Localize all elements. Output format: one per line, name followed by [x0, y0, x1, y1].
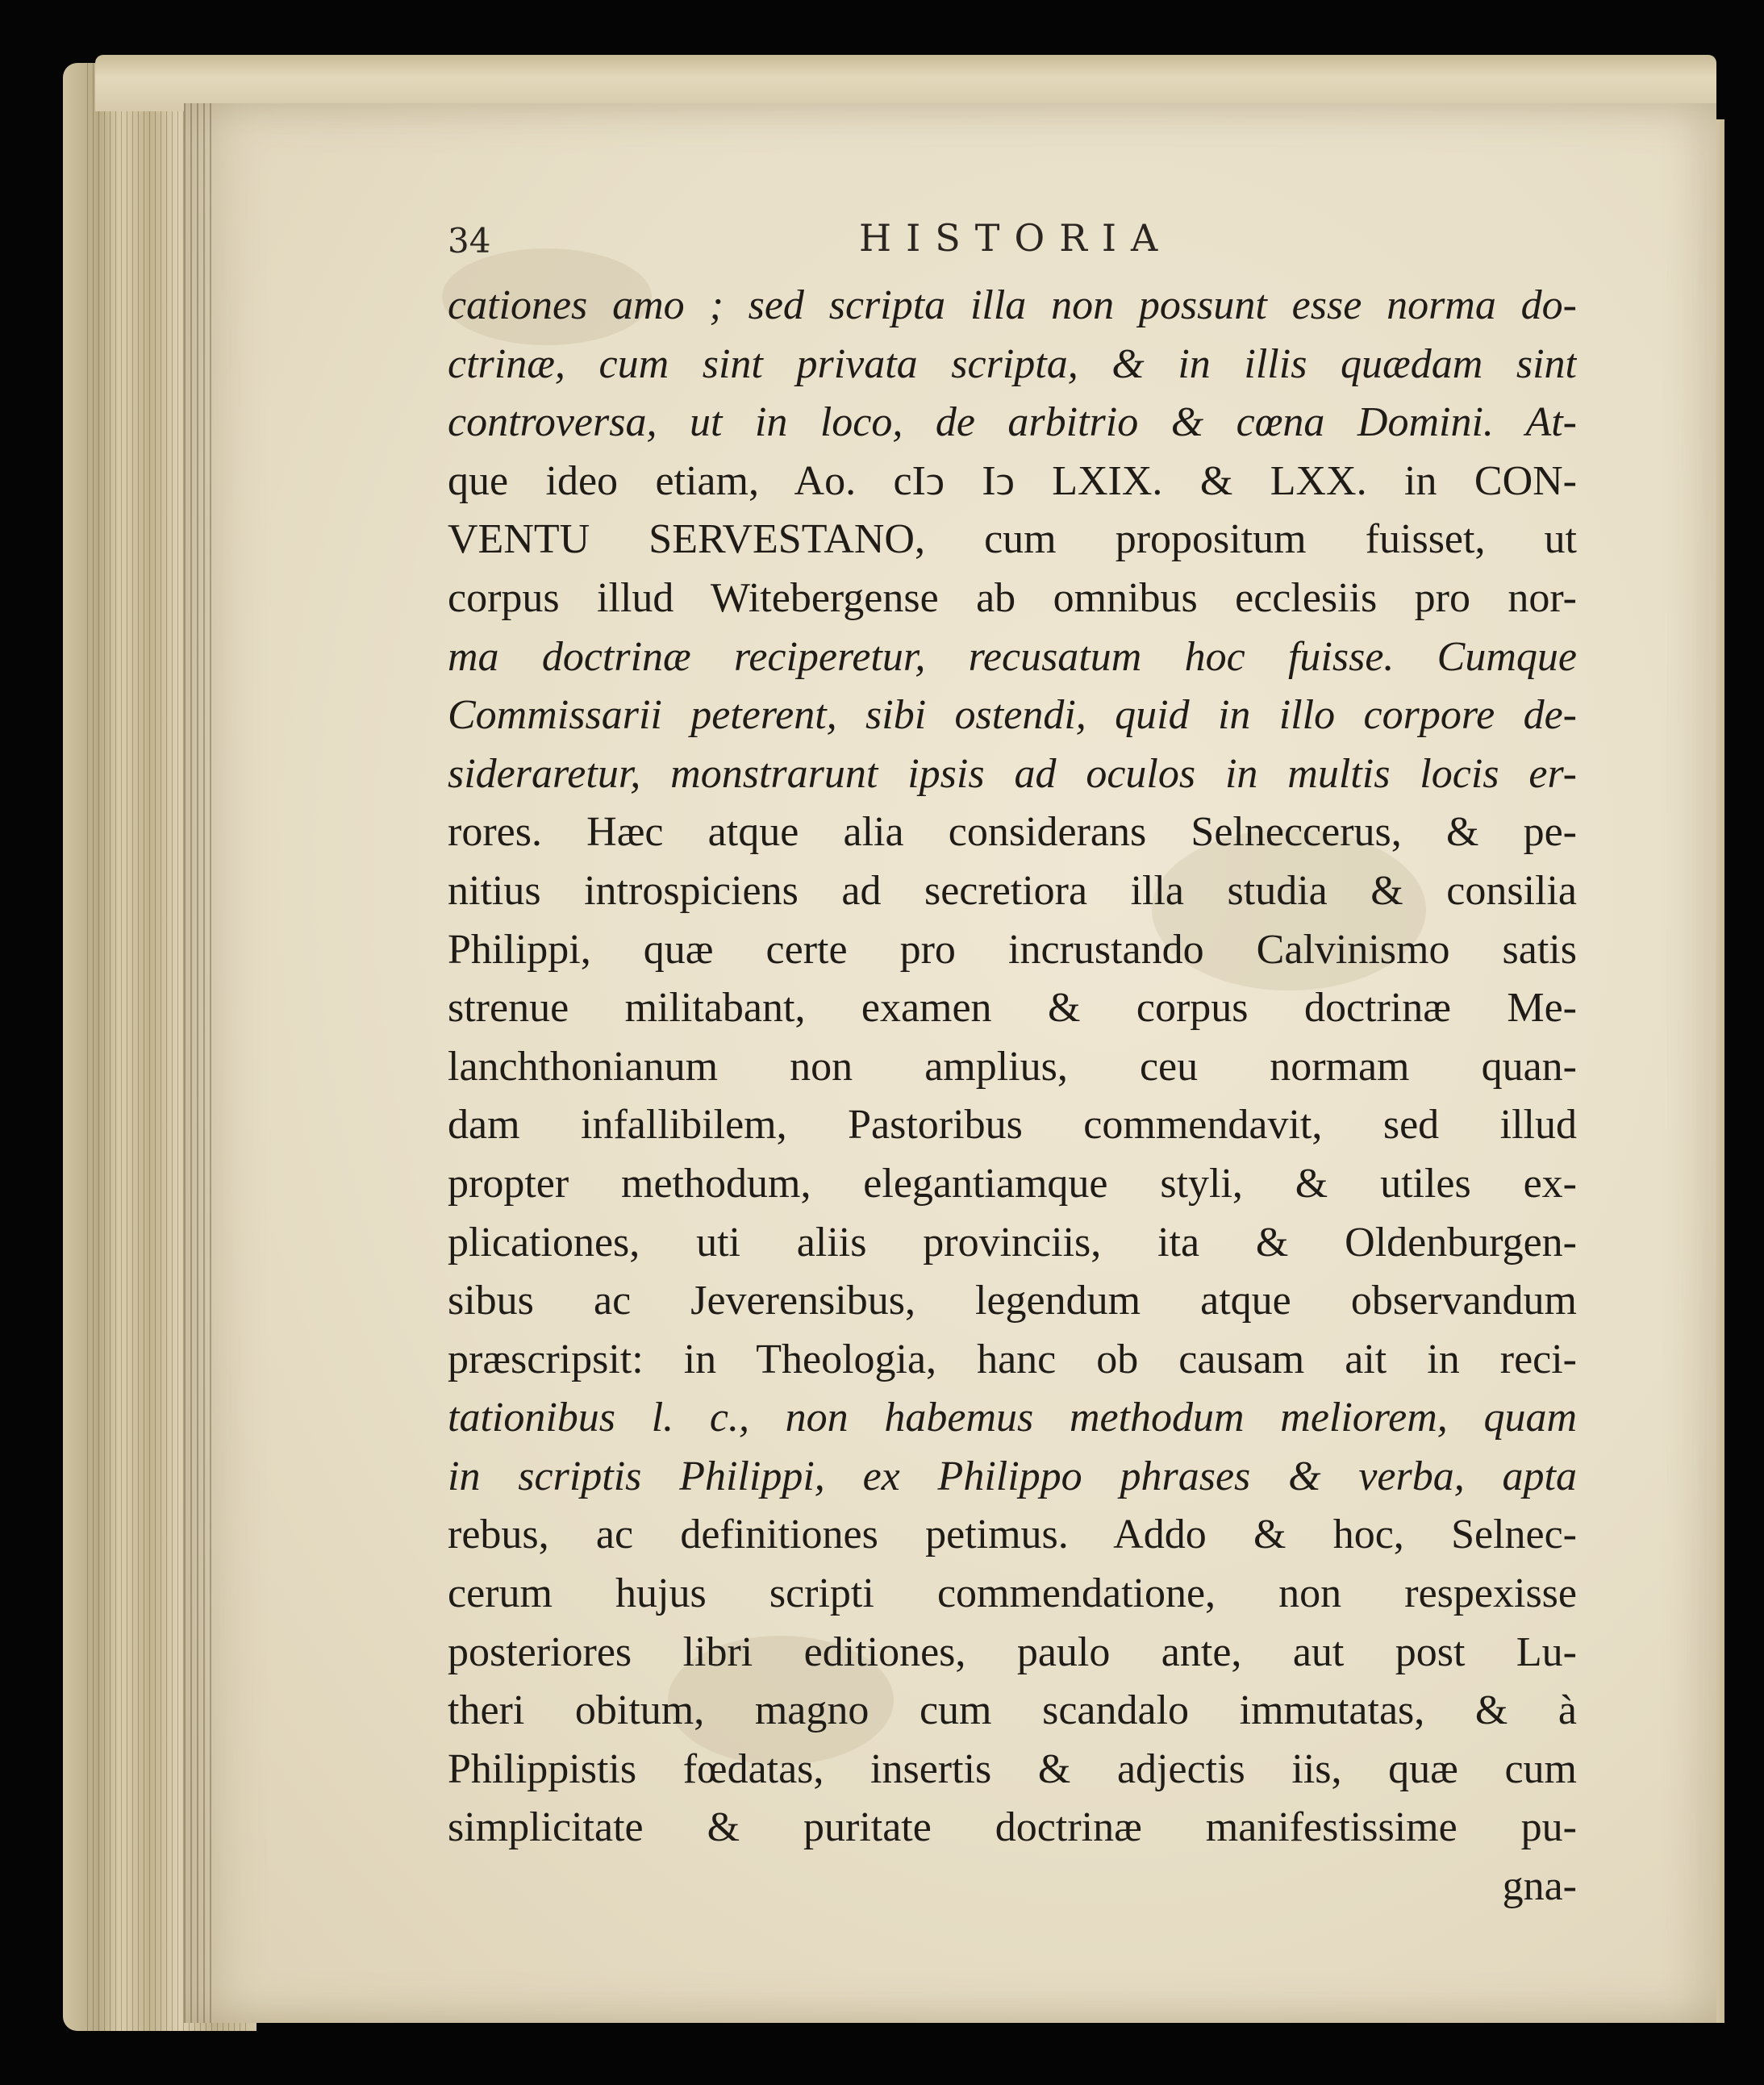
text-line: in scriptis Philippi, ex Philippo phrases & verba, apta [448, 1453, 1577, 1499]
text-line: ma doctrinæ reciperetur, recusatum hoc fuisse. Cumque [448, 633, 1577, 680]
text-line: corpus illud Witebergense ab omnibus ecclesiis pro nor- [448, 574, 1577, 621]
body-text [448, 277, 1577, 1916]
text-line: nitius introspiciens ad secretiora illa studia & consilia [448, 867, 1577, 914]
text-line: cerum hujus scripti commendatione, non respexisse [448, 1570, 1577, 1617]
text-line: Philippistis fœdatas, insertis & adjectis iis, quæ cum [448, 1745, 1577, 1792]
text-line: sibus ac Jeverensibus, legendum atque observandum [448, 1278, 1577, 1324]
text-line: simplicitate & puritate doctrinæ manifestissime pu- [448, 1804, 1577, 1851]
catchword: gna- [1502, 1863, 1577, 1910]
text-line: dam infallibilem, Pastoribus commendavit, sed illud [448, 1102, 1577, 1149]
text-line: tationibus l. c., non habemus methodum meliorem, quam [448, 1395, 1577, 1441]
text-line: Commissarii peterent, sibi ostendi, quid in illo corpore de- [448, 692, 1577, 739]
text-line: rores. Hæc atque alia considerans Selneccerus, & pe- [448, 809, 1577, 856]
text-line: rebus, ac definitiones petimus. Addo & hoc, Selnec- [448, 1512, 1577, 1558]
text-line: cationes amo ; sed scripta illa non possunt esse norma do- [448, 282, 1577, 328]
text-line: ctrinæ, cum sint privata scripta, & in illis quædam sint [448, 340, 1577, 387]
text-line: posteriores libri editiones, paulo ante, aut post Lu- [448, 1628, 1577, 1675]
page-header [448, 216, 1577, 265]
text-line: Philippi, quæ certe pro incrustando Calvinismo satis [448, 926, 1577, 973]
text-line: plicationes, uti aliis provinciis, ita & Oldenburgen- [448, 1219, 1577, 1266]
page-number: 34 [448, 221, 491, 261]
text-line: propter methodum, elegantiamque styli, & utiles ex- [448, 1160, 1577, 1207]
text-line: lanchthonianum non amplius, ceu normam quan- [448, 1043, 1577, 1090]
text-line: sideraretur, monstrarunt ipsis ad oculos in multis locis er- [448, 750, 1577, 797]
text-line: strenue militabant, examen & corpus doctrinæ Me- [448, 985, 1577, 1032]
text-line: controversa, ut in loco, de arbitrio & cœna Domini. At- [448, 399, 1577, 446]
running-head: HISTORIA [859, 216, 1173, 260]
text-line: præscripsit: in Theologia, hanc ob causam ait in reci- [448, 1336, 1577, 1382]
text-line: que ideo etiam, Ao. cIↄ Iↄ LXIX. & LXX. in CON- [448, 457, 1577, 504]
text-line: theri obitum, magno cum scandalo immutatas, & à [448, 1687, 1577, 1734]
text-line: VENTU SERVESTANO, cum propositum fuisset, ut [448, 516, 1577, 563]
